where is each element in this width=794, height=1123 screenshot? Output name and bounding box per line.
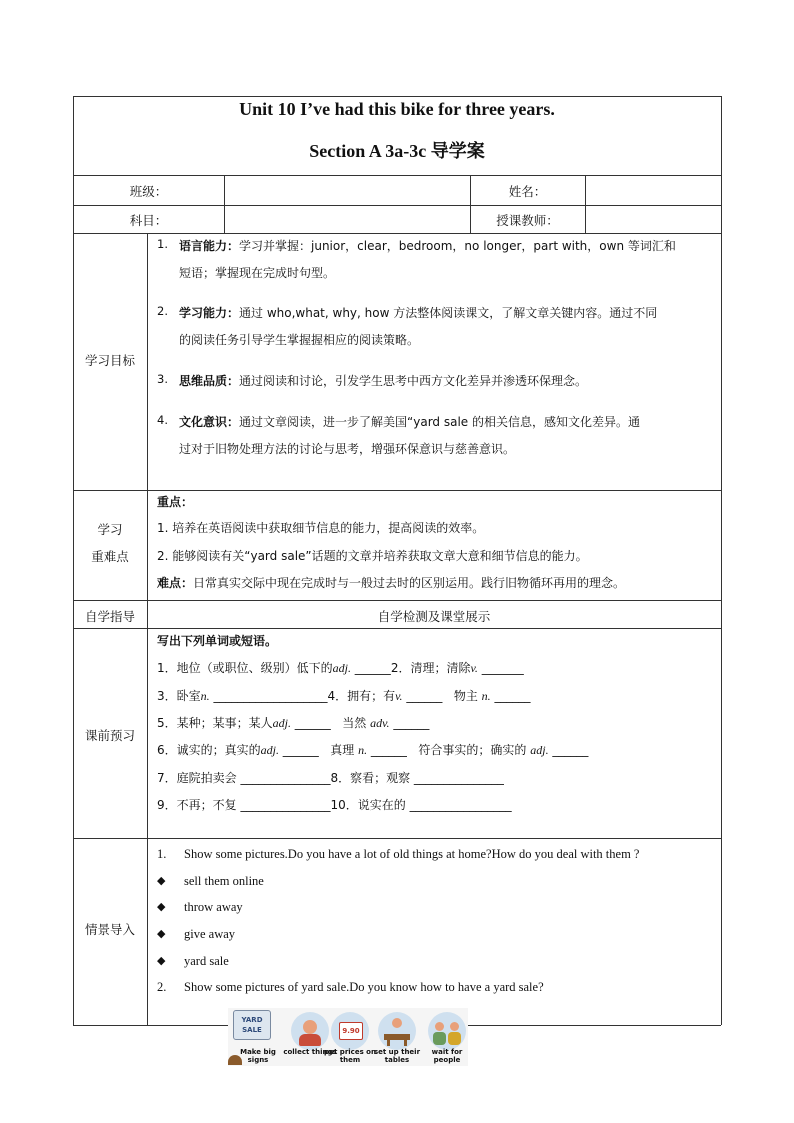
preview-instruction: 写出下列单词或短语。 [157,634,278,648]
subject-label: 科目： [129,213,168,228]
key-item: 1. 培养在英语阅读中获取细节信息的能力，提高阅读的效率。 [157,521,485,535]
objective-text: 通过 who,what, why, how 方法整体阅读课文，了解文章关键内容。通过不同 [239,306,658,320]
keypoints-label-1: 学习 [97,522,123,537]
step-label: set up their tables [373,1048,421,1064]
objective-text: 通过阅读和讨论，引发学生思考中西方文化差异并渗透环保理念。 [239,374,588,388]
yard-sale-sign-icon: YARD SALE [233,1010,271,1040]
objectives-label: 学习目标 [84,353,135,368]
set-up-tables-icon [378,1012,416,1050]
objective-text-cont: 短语；掌握现在完成时句型。 [179,266,336,280]
key-title: 重点： [157,495,194,509]
vocab-line-3: 5．某种；某事；某人adj. ______ 当然 adv. ______ [157,716,430,730]
objective-num: 2. [157,304,168,318]
vocab-line-6: 9．不再；不复 _______________10．说实在的 _________________ [157,798,512,812]
vocab-line-4: 6．诚实的；真实的adj. ______ 真理 n. ______ 符合事实的；确实的 adj. ______ [157,743,589,757]
self-study-label: 自学指导 [84,609,135,624]
step-label: collect things [283,1048,337,1056]
subject-field[interactable] [225,206,470,233]
step-label: put prices on them [324,1048,376,1064]
leadin-q1-num: 1. [157,847,167,861]
leadin-option: yard sale [184,954,229,968]
keypoints-label-2: 重难点 [91,549,129,564]
difficult-title: 难点： [157,576,194,590]
bullet-icon: ◆ [157,927,166,940]
leadin-q2-num: 2. [157,980,167,994]
key-item: 2. 能够阅读有关“yard sale”话题的文章并培养获取文章大意和细节信息的能力。 [157,549,588,563]
name-label: 姓名： [508,184,547,199]
collect-things-icon [291,1012,329,1050]
objective-title: 语言能力： [179,239,240,253]
vocab-line-2: 3．卧室n. ___________________4．拥有；有v. ______ 物主 n. ______ [157,689,531,703]
bullet-icon: ◆ [157,954,166,967]
leadin-q2: Show some pictures of yard sale.Do you know how to have a yard sale? [184,980,544,994]
bullet-icon: ◆ [157,874,166,887]
objective-text-cont: 过对于旧物处理方法的讨论与思考，增强环保意识与慈善意识。 [179,442,516,456]
name-field[interactable] [586,176,721,205]
vocab-line-5: 7．庭院拍卖会 _______________8．察看；观察 _______________ [157,771,504,785]
leadin-option: throw away [184,900,243,914]
step-label: wait for people [431,1048,463,1064]
leadin-label: 情景导入 [84,922,135,937]
bullet-icon: ◆ [157,900,166,913]
vocab-line-1: 1．地位（或职位、级别）低下的adj. ______2．清理；清除v. _______ [157,661,524,675]
class-label: 班级： [129,184,168,199]
class-field[interactable] [225,176,470,205]
leadin-option: give away [184,927,236,941]
objective-num: 1. [157,237,168,251]
leadin-q1: Show some pictures.Do you have a lot of old things at home?How do you deal with them ? [184,847,640,861]
teacher-label: 授课教师： [496,213,559,228]
objective-text-cont: 的阅读任务引导学生掌握握相应的阅读策略。 [179,333,420,347]
title-line-2: Section A 3a-3c 导学案 [309,141,485,161]
wait-for-people-icon [428,1012,466,1050]
preview-label: 课前预习 [84,728,135,743]
teacher-field[interactable] [586,206,721,233]
difficult-text: 日常真实交际中现在完成时与一般过去时的区别运用。践行旧物循环再用的理念。 [193,576,626,590]
step-label: Make big signs [240,1048,276,1064]
objective-text: 学习并掌握：junior，clear，bedroom，no longer，part with，own 等词汇和 [239,239,676,253]
objective-text: 通过文章阅读，进一步了解美国“yard sale 的相关信息，感知文化差异。通 [239,415,640,429]
objective-num: 3. [157,372,168,386]
price-tag-icon: 9.90 [331,1012,369,1050]
objective-title: 学习能力： [179,306,240,320]
objective-title: 文化意识： [179,415,240,429]
objective-title: 思维品质： [179,374,240,388]
objective-num: 4. [157,413,168,427]
leadin-option: sell them online [184,874,264,888]
self-study-content: 自学检测及课堂展示 [377,609,491,624]
title-line-1: Unit 10 I’ve had this bike for three years. [239,99,555,119]
